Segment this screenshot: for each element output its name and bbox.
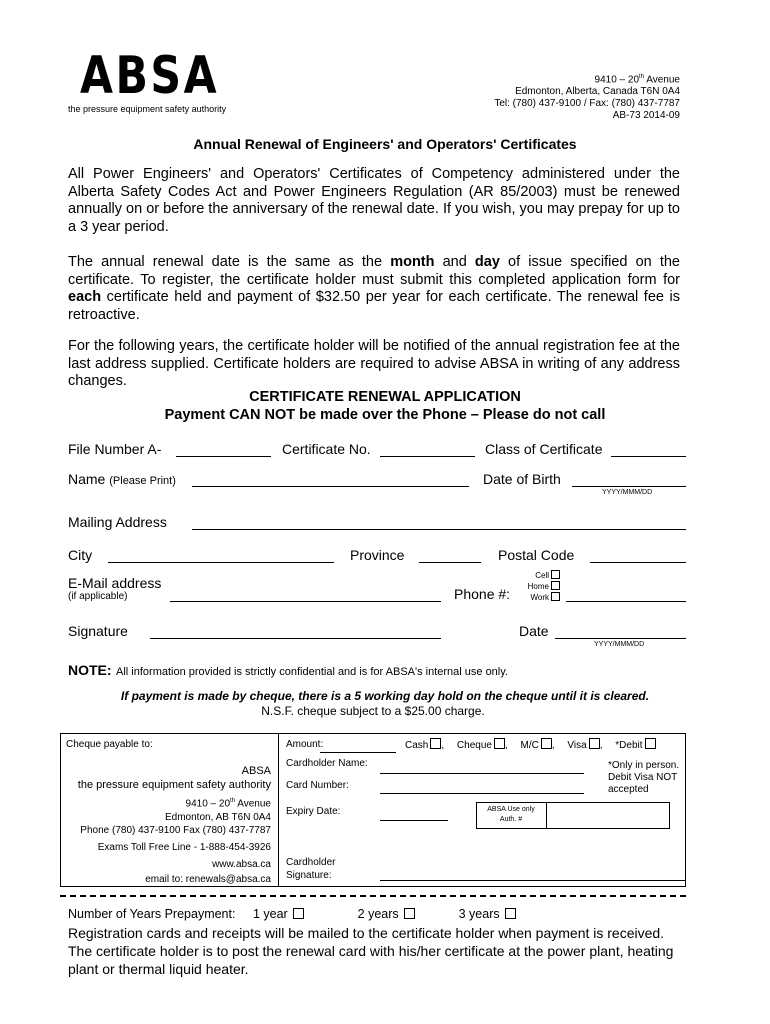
address-street-pre: 9410 – 20 — [594, 74, 640, 86]
phone-field[interactable] — [566, 601, 686, 602]
phone-work-option[interactable] — [500, 592, 560, 603]
address-street-post: Avenue — [644, 74, 680, 86]
note-label: NOTE: — [68, 662, 112, 678]
payee-org: ABSA — [241, 765, 271, 777]
prepay-3-years-checkbox[interactable] — [505, 908, 516, 919]
address-city: Edmonton, Alberta, Canada T6N 0A4 — [515, 86, 680, 98]
address-street-sup: th — [639, 74, 645, 80]
amount-label: Amount: — [286, 739, 324, 750]
phone-home-option[interactable] — [500, 581, 560, 592]
footer-paragraph: Registration cards and receipts will be mailed to the certificate holder when payment is received. The certificate holder is to post the renewal card with his/her certificate at the power plant, heating plant or thermal liquid heater. — [68, 925, 674, 977]
page-title: Annual Renewal of Engineers' and Operators' Certificates — [193, 136, 577, 152]
application-title: CERTIFICATE RENEWAL APPLICATION — [249, 389, 521, 405]
payee-street-pre: 9410 – 20 — [185, 798, 231, 810]
debit-option[interactable] — [615, 740, 655, 751]
phone-label: Phone #: — [454, 586, 511, 602]
email-label: E-Mail address — [68, 575, 162, 591]
intro-paragraph: All Power Engineers' and Operators' Certificates of Competency administered under the Alberta Safety Codes Act and Power Engineers Regulation (AR 85/2003) must be renewed annually on or before the anniversary of the renewal date. If you wish, you may prepay for up to a 3 year period. — [68, 166, 680, 235]
auth-text: Auth. # — [499, 816, 523, 823]
dob-label: Date of Birth — [483, 471, 561, 487]
signature-field[interactable] — [150, 638, 441, 639]
para2-bold-day: day — [474, 254, 500, 270]
cheque-payable-label: Cheque payable to: — [66, 739, 153, 750]
province-label: Province — [350, 547, 405, 563]
mc-label: M/C — [520, 740, 539, 751]
cheque-label: Cheque — [456, 740, 492, 751]
signature-label: Signature — [68, 623, 128, 639]
visa-label: Visa — [567, 740, 587, 751]
cheque-hold-notice: If payment is made by cheque, there is a 5 working day hold on the cheque until it is cleared. — [120, 689, 650, 703]
date-format: YYYY/MMM/DD — [594, 641, 645, 648]
phone-home-label: Home — [527, 582, 549, 591]
date-label: Date — [519, 623, 549, 639]
absa-use-text: ABSA Use only — [487, 806, 535, 813]
prepay-2-years-option[interactable] — [358, 907, 415, 921]
address-street — [494, 71, 680, 86]
visa-option[interactable]: Visa , — [567, 740, 603, 751]
province-field[interactable] — [419, 562, 481, 563]
payee-toll-free: Exams Toll Free Line - 1-888-454-3926 — [97, 841, 271, 853]
amount-field[interactable] — [320, 752, 396, 753]
prepay-1-year-option[interactable] — [253, 907, 304, 921]
phone-type-options — [500, 570, 560, 603]
logo-tagline: the pressure equipment safety authority — [68, 104, 227, 114]
payee-street-sup: th — [230, 798, 236, 804]
name-label-text: Name — [68, 471, 106, 487]
card-number-label: Card Number: — [286, 780, 349, 791]
form-code: AB-73 2014-09 — [612, 110, 680, 122]
debit-checkbox[interactable] — [645, 738, 656, 749]
payment-box-divider — [278, 733, 279, 887]
dob-field[interactable] — [572, 486, 686, 487]
nsf-notice: N.S.F. cheque subject to a $25.00 charge. — [261, 704, 485, 718]
absa-use-divider — [546, 802, 547, 829]
phone-work-checkbox[interactable] — [551, 592, 560, 601]
application-subtitle: Payment CAN NOT be made over the Phone – Please do not call — [164, 407, 606, 423]
name-hint: (Please Print) — [109, 475, 176, 487]
prepay-1-year-checkbox[interactable] — [293, 908, 304, 919]
certificate-no-label: Certificate No. — [282, 441, 371, 457]
postal-code-label: Postal Code — [498, 547, 575, 563]
class-field[interactable] — [611, 456, 686, 457]
payee-street-post: Avenue — [235, 798, 271, 810]
cardholder-name-field[interactable] — [380, 773, 584, 774]
payee-website: www.absa.ca — [212, 859, 271, 871]
address-phone: Tel: (780) 437-9100 / Fax: (780) 437-7787 — [494, 98, 680, 110]
cardholder-signature-line2: Signature: — [286, 870, 332, 881]
name-label — [68, 471, 176, 487]
cheque-option[interactable]: Cheque , — [456, 740, 508, 751]
email-hint: (if applicable) — [68, 591, 128, 602]
certificate-no-field[interactable] — [380, 456, 475, 457]
cardholder-signature-line1: Cardholder — [286, 857, 336, 868]
cash-option[interactable]: Cash , — [405, 740, 445, 751]
prepay-3-years-option[interactable] — [459, 907, 516, 921]
para2-text-4: certificate held and payment of $32.50 per year for each certificate. The renewal fee is retroactive. — [68, 289, 680, 323]
debit-note: *Only in person. Debit Visa NOT accepted — [608, 760, 680, 795]
prepay-1-year-label: 1 year — [252, 907, 288, 921]
card-number-field[interactable] — [380, 793, 584, 794]
para2-bold-month: month — [390, 254, 435, 270]
phone-work-label: Work — [530, 593, 549, 602]
absa-logo: ABSA — [80, 46, 220, 106]
cardholder-name-label: Cardholder Name: — [286, 758, 368, 769]
class-label: Class of Certificate — [485, 441, 603, 457]
expiry-label: Expiry Date: — [286, 806, 341, 817]
mailing-address-field[interactable] — [192, 529, 686, 530]
cut-line — [60, 895, 686, 897]
para2-bold-each: each — [68, 289, 102, 305]
payee-city: Edmonton, AB T6N 0A4 — [165, 811, 271, 823]
mc-option[interactable]: M/C , — [520, 740, 555, 751]
city-field[interactable] — [108, 562, 334, 563]
prepay-2-years-checkbox[interactable] — [404, 908, 415, 919]
payee-street — [64, 795, 271, 811]
name-field[interactable] — [192, 486, 469, 487]
mailing-address-label: Mailing Address — [68, 514, 167, 530]
postal-code-field[interactable] — [590, 562, 686, 563]
phone-cell-option[interactable] — [500, 570, 560, 581]
cardholder-signature-field[interactable] — [380, 880, 686, 881]
file-number-label: File Number A- — [68, 441, 162, 457]
payee-tagline: the pressure equipment safety authority — [77, 779, 271, 791]
prepay-3-years-label: 3 years — [458, 907, 500, 921]
cheque-checkbox[interactable] — [494, 738, 505, 749]
visa-checkbox[interactable] — [589, 738, 600, 749]
phone-cell-checkbox[interactable] — [551, 570, 560, 579]
payee-address-block — [64, 795, 271, 887]
payment-method-options — [405, 738, 656, 751]
prepay-label: Number of Years Prepayment: — [68, 907, 236, 921]
para2-text-2: and — [434, 254, 475, 270]
note — [68, 662, 508, 680]
renewal-date-paragraph — [68, 254, 680, 324]
para2-text-1: The annual renewal date is the same as the — [68, 254, 391, 270]
expiry-field[interactable] — [380, 820, 448, 821]
note-text: All information provided is strictly confidential and is for ABSA's internal use only. — [116, 666, 508, 678]
cardholder-signature-label — [286, 856, 335, 882]
cash-label: Cash — [405, 740, 429, 751]
dob-format: YYYY/MMM/DD — [602, 489, 653, 496]
phone-home-checkbox[interactable] — [551, 581, 560, 590]
header-address — [494, 71, 680, 122]
file-number-field[interactable] — [176, 456, 271, 457]
payee-phone-fax: Phone (780) 437-9100 Fax (780) 437-7787 — [80, 824, 271, 836]
phone-cell-label: Cell — [535, 571, 549, 580]
prepay-2-years-label: 2 years — [357, 907, 399, 921]
date-field[interactable] — [555, 638, 686, 639]
cash-checkbox[interactable] — [430, 738, 441, 749]
para2-text-3: of issue specified on the certificate. To register, the certificate holder must submit this completed application form for — [68, 254, 680, 288]
prepay-row — [68, 907, 516, 921]
mc-checkbox[interactable] — [541, 738, 552, 749]
city-label: City — [68, 547, 93, 563]
absa-use-label — [478, 805, 544, 825]
payee-email: email to: renewals@absa.ca — [145, 874, 271, 886]
debit-label: *Debit — [615, 740, 643, 751]
email-field[interactable] — [170, 601, 441, 602]
payee-block — [64, 764, 271, 792]
notification-paragraph: For the following years, the certificate holder will be notified of the annual registration fee at the last address supplied. Certificate holders are required to advise ABSA in writing of any address changes. — [68, 338, 680, 389]
